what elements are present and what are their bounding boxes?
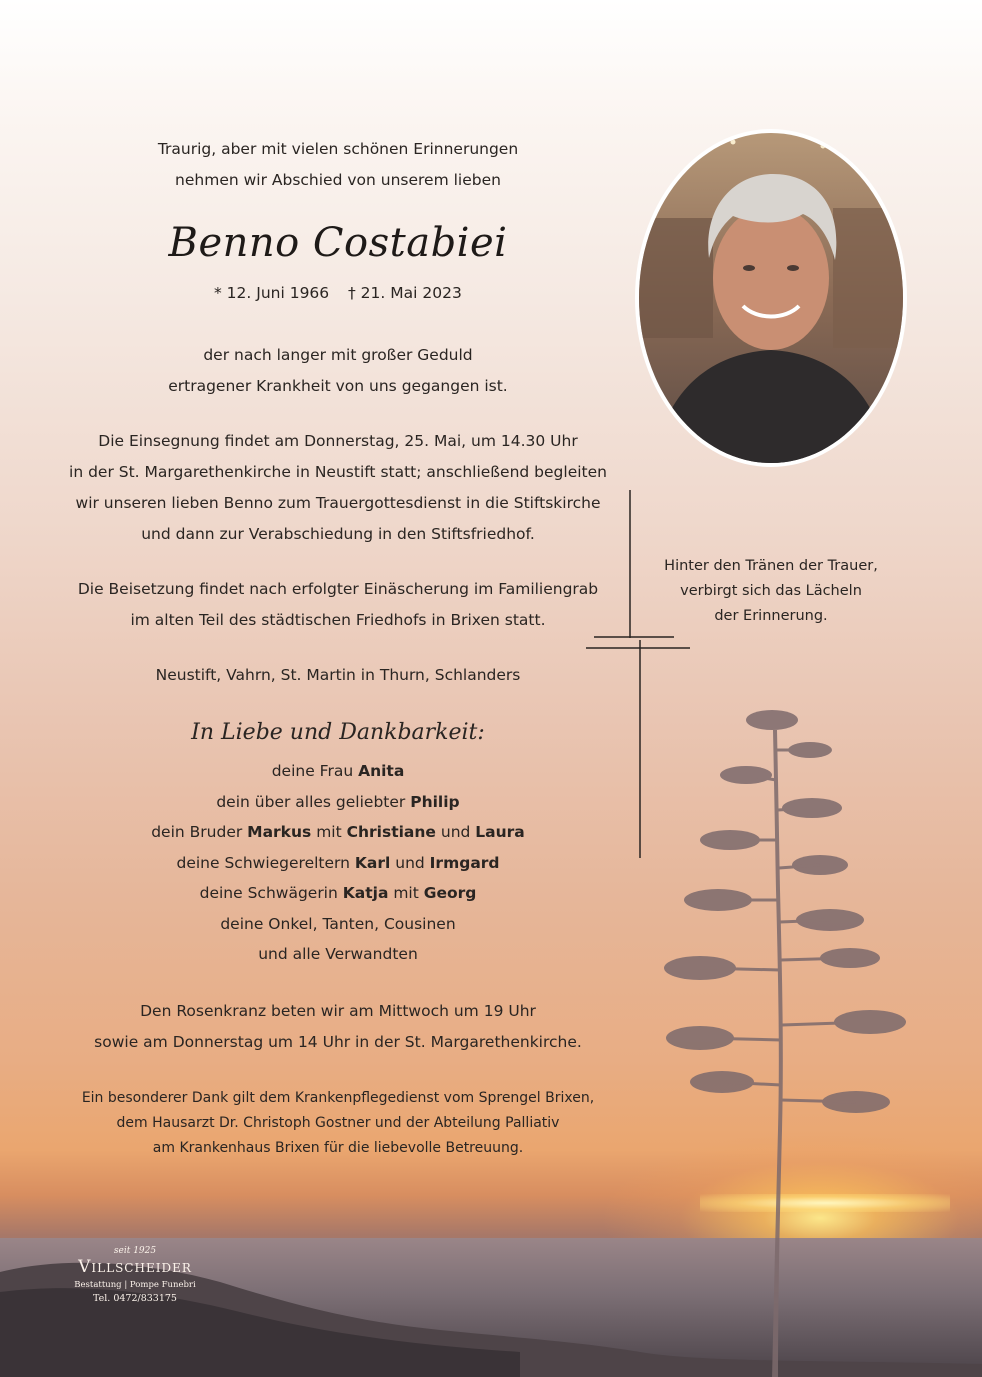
logo-subtitle: Bestattung | Pompe Funebri xyxy=(74,1280,196,1290)
family-line: und alle Verwandten xyxy=(258,945,418,963)
family-name: Georg xyxy=(423,884,477,902)
text-line: am Krankenhaus Brixen für die liebevolle Betreuung. xyxy=(152,1140,524,1156)
quote-text xyxy=(646,554,896,629)
family-name: Laura xyxy=(475,823,525,841)
family-list xyxy=(68,756,608,970)
thanks-heading: In Liebe und Dankbarkeit: xyxy=(191,720,485,745)
family-line xyxy=(68,817,608,848)
family-name: Anita xyxy=(358,762,405,780)
family-name: Karl xyxy=(354,853,391,872)
logo-since: seit 1925 xyxy=(113,1246,157,1256)
text-line: Die Einsegnung findet am Donnerstag, 25. Mai, um 14.30 Uhr xyxy=(98,432,578,450)
funeral-home-logo xyxy=(60,1246,210,1306)
text-line: im alten Teil des städtischen Friedhofs in Brixen statt. xyxy=(130,611,546,629)
family-name: Irmgard xyxy=(429,853,500,872)
quote-line: Hinter den Tränen der Trauer, xyxy=(664,558,878,574)
connector: mit xyxy=(388,884,424,902)
funeral-text xyxy=(68,426,608,550)
family-line xyxy=(68,787,608,818)
text-line: ertragener Krankheit von uns gegangen ist. xyxy=(168,377,508,395)
relation: dein über alles geliebter xyxy=(216,792,411,811)
text-line: in der St. Margarethenkirche in Neustift statt; anschließend begleiten xyxy=(69,463,607,481)
text-line: Ein besonderer Dank gilt dem Krankenpflegedienst vom Sprengel Brixen, xyxy=(81,1090,595,1106)
relation: deine Schwägerin xyxy=(199,884,343,902)
family-line xyxy=(68,878,608,909)
places-text xyxy=(68,660,608,691)
text-line: sowie am Donnerstag um 14 Uhr in der St. Margarethenkirche. xyxy=(94,1033,582,1051)
death-date: † 21. Mai 2023 xyxy=(348,284,462,302)
text-line: Die Beisetzung findet nach erfolgter Einäscherung im Familiengrab xyxy=(77,580,599,598)
family-name: Markus xyxy=(247,823,312,841)
family-line: deine Onkel, Tanten, Cousinen xyxy=(220,914,456,933)
relation: deine Frau xyxy=(271,762,359,780)
rosary-text xyxy=(68,996,608,1058)
intro-line: Traurig, aber mit vielen schönen Erinnerungen xyxy=(157,140,519,158)
family-line xyxy=(68,756,608,787)
special-thanks-text xyxy=(68,1086,608,1161)
logo-phone: Tel. 0472/833175 xyxy=(93,1293,177,1304)
family-name: Christiane xyxy=(346,823,436,841)
family-line xyxy=(68,848,608,879)
logo-brand: Villscheider xyxy=(78,1257,192,1277)
quote-line: der Erinnerung. xyxy=(714,608,828,624)
quote-line: verbirgt sich das Lächeln xyxy=(680,583,862,599)
connector: und xyxy=(390,853,430,872)
illness-text xyxy=(68,340,608,402)
family-name: Katja xyxy=(342,884,389,902)
text-line: der nach langer mit großer Geduld xyxy=(203,346,473,364)
text-line: wir unseren lieben Benno zum Trauergottesdienst in die Stiftskirche xyxy=(75,494,601,512)
relation: dein Bruder xyxy=(151,823,248,841)
text-line: Den Rosenkranz beten wir am Mittwoch um 19 Uhr xyxy=(140,1002,536,1020)
intro-text xyxy=(68,134,608,196)
birth-date: * 12. Juni 1966 xyxy=(214,284,330,302)
burial-text xyxy=(68,574,608,636)
text-line: Neustift, Vahrn, St. Martin in Thurn, Schlanders xyxy=(155,666,521,684)
family-name: Philip xyxy=(410,792,460,811)
text-line: dem Hausarzt Dr. Christoph Gostner und der Abteilung Palliativ xyxy=(116,1115,560,1131)
text-line: und dann zur Verabschiedung in den Stiftsfriedhof. xyxy=(141,525,535,543)
relation: deine Schwiegereltern xyxy=(176,853,355,872)
connector: mit xyxy=(311,823,347,841)
deceased-name: Benno Costabiei xyxy=(168,220,508,266)
portrait-photo xyxy=(633,128,909,469)
connector: und xyxy=(435,823,476,841)
intro-line: nehmen wir Abschied von unserem lieben xyxy=(175,171,501,189)
